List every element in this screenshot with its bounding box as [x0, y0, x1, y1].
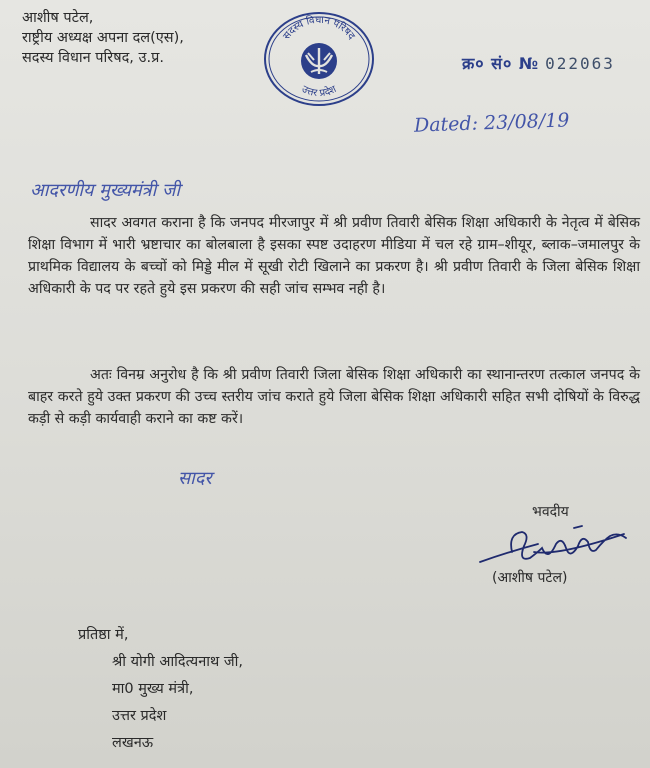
emblem-icon: [301, 43, 337, 79]
recipient-heading: प्रतिष्ठा में,: [78, 627, 129, 643]
signatory-name: (आशीष पटेल): [492, 570, 568, 586]
body-paragraph-1: सादर अवगत कराना है कि जनपद मीरजापुर में श्री प्रवीण तिवारी बेसिक शिक्षा अधिकारी के नेतृत्व में बेसिक शिक्षा विभाग में भारी भ्रष्टाचार का बोलबाला है इसका स्पष्ट उदाहरण मीडिया में चल रहे ग्राम–शीयूर, ब्लाक–जमालपुर के प्राथमिक विद्यालय के बच्चों को मिड्डे मील में सूखी रोटी खिलाने का प्रकरण है। श्री प्रवीण तिवारी के जिला बेसिक शिक्षा अधिकारी के पद पर रहते हुये इस प्रकरण की सही जांच सम्भव नही है।: [28, 215, 640, 297]
handwritten-salutation: आदरणीय मुख्यमंत्री जी: [30, 180, 180, 201]
sender-block: [22, 8, 184, 68]
emblem-seal: [262, 10, 376, 108]
recipient-city: लखनऊ: [112, 735, 154, 751]
reference-value: 022063: [545, 54, 615, 73]
body-paragraph-2: अतः विनम्र अनुरोध है कि श्री प्रवीण तिवारी जिला बेसिक शिक्षा अधिकारी का स्थानान्तरण तत्काल जनपद के बाहर करते हुये उक्त प्रकरण की उच्च स्तरीय जांच कराते हुये जिला बेसिक शिक्षा अधिकारी सहित सभी दोषियों के विरुद्ध कड़ी से कड़ी कार्यवाही कराने का कष्ट करें।: [28, 367, 640, 427]
recipient-name: श्री योगी आदित्यनाथ जी,: [112, 654, 244, 670]
sender-position: सदस्य विधान परिषद, उ.प्र.: [22, 50, 164, 66]
reference-number: [462, 52, 615, 74]
recipient-title: मा0 मुख्य मंत्री,: [112, 681, 194, 697]
seal-bottom-text: उत्तर प्रदेश: [299, 83, 339, 100]
closing-yours: भवदीय: [532, 504, 569, 520]
handwritten-date: Dated: 23/08/19: [413, 109, 570, 137]
seal-top-text: सदस्य विधान परिषद: [281, 14, 357, 42]
recipient-block: [78, 622, 243, 757]
svg-text:उत्तर प्रदेश: [300, 84, 339, 99]
recipient-state: उत्तर प्रदेश: [112, 708, 167, 724]
handwritten-regards: सादर: [178, 468, 212, 489]
sender-name: आशीष पटेल,: [22, 10, 94, 26]
reference-label: क्र० सं० №: [462, 54, 540, 73]
sender-designation: राष्ट्रीय अध्यक्ष अपना दल(एस),: [22, 30, 184, 46]
